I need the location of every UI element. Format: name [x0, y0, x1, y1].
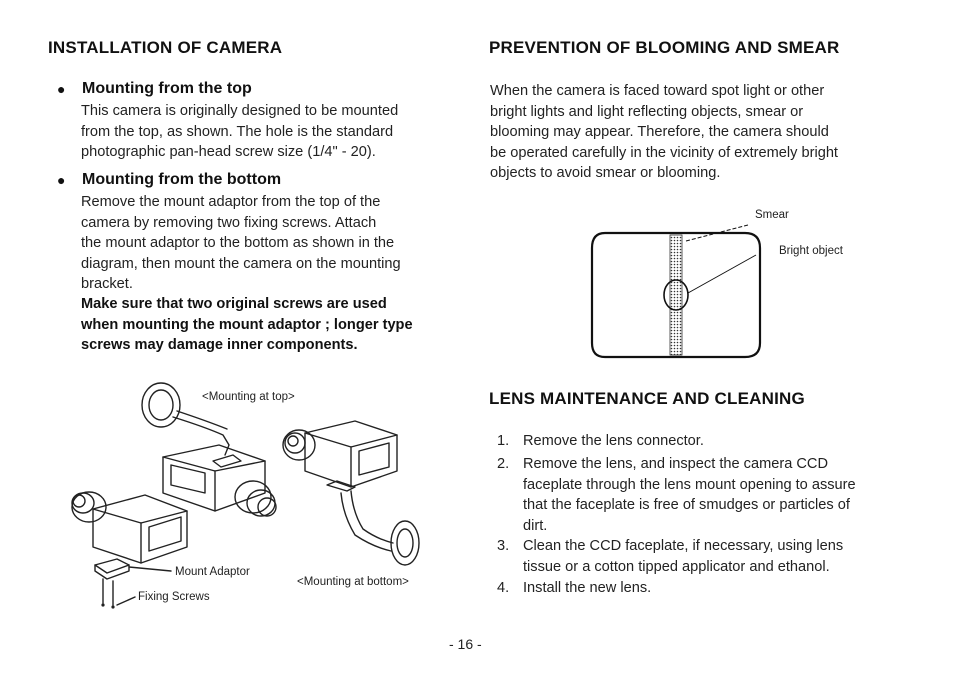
bullet-icon: ● — [57, 172, 66, 188]
mounting-bottom-title: Mounting from the bottom — [82, 171, 282, 188]
text-line: from the top, as shown. The hole is the standard — [81, 123, 394, 140]
text-line: photographic pan-head screw size (1/4" - 20). — [81, 144, 376, 160]
list-line: faceplate through the lens mount opening to assure — [523, 476, 856, 493]
right-camera — [283, 421, 419, 565]
text-line: objects to avoid smear or blooming. — [490, 165, 721, 181]
label-fixing-screws: Fixing Screws — [138, 591, 210, 603]
label-mounting-bottom: <Mounting at bottom> — [297, 576, 409, 588]
list-line: Clean the CCD faceplate, if necessary, using lens — [523, 538, 844, 554]
text-line: camera by removing two fixing screws. Attach — [81, 214, 377, 231]
list-item — [497, 454, 902, 536]
label-mounting-top: <Mounting at top> — [202, 391, 295, 403]
lens-heading: LENS MAINTENANCE AND CLEANING — [489, 389, 805, 408]
list-item — [497, 431, 902, 451]
label-mount-adaptor: Mount Adaptor — [175, 566, 250, 578]
prevention-heading: PREVENTION OF BLOOMING AND SMEAR — [489, 38, 840, 57]
list-line: Remove the lens connector. — [523, 433, 704, 449]
mounting-warning — [81, 294, 461, 356]
smear-band — [670, 235, 682, 355]
text-line: blooming may appear. Therefore, the camera should — [490, 124, 829, 140]
label-bright-object: Bright object — [779, 245, 843, 257]
text-line: Remove the mount adaptor from the top of the — [81, 194, 381, 210]
text-line: the mount adaptor to the bottom as shown in the — [81, 235, 395, 251]
smear-diagram — [580, 215, 860, 365]
prevention-text — [490, 81, 902, 184]
list-number: 4. — [497, 580, 510, 596]
warning-line: Make sure that two original screws are used — [81, 296, 387, 312]
text-line: diagram, then mount the camera on the mounting — [81, 255, 401, 272]
center-camera — [163, 445, 276, 516]
list-number: 3. — [497, 538, 510, 554]
list-item — [497, 536, 902, 577]
label-smear: Smear — [755, 209, 789, 221]
mounting-bottom-text — [81, 192, 461, 295]
mounting-top-title: Mounting from the top — [82, 80, 252, 97]
list-number: 2. — [497, 456, 510, 472]
list-line: that the faceplate is free of smudges or particles of — [523, 497, 850, 513]
warning-line: when mounting the mount adaptor ; longer type — [81, 316, 413, 333]
list-line: dirt. — [523, 517, 548, 534]
warning-line: screws may damage inner components. — [81, 337, 358, 353]
list-number: 1. — [497, 433, 510, 449]
installation-heading: INSTALLATION OF CAMERA — [48, 38, 283, 57]
text-line: When the camera is faced toward spot light or other — [490, 83, 825, 99]
list-line: tissue or a cotton tipped applicator and ethanol. — [523, 558, 830, 575]
list-item — [497, 578, 902, 598]
page-number: - 16 - — [449, 636, 482, 652]
text-line: bright lights and light reflecting objects, smear or — [490, 103, 804, 120]
mounting-top-text — [81, 101, 461, 163]
text-line: bracket. — [81, 276, 133, 292]
bullet-icon: ● — [57, 81, 66, 97]
list-line: Install the new lens. — [523, 580, 652, 596]
text-line: This camera is originally designed to be mounted — [81, 103, 399, 119]
list-line: Remove the lens, and inspect the camera CCD — [523, 456, 828, 472]
left-camera — [72, 492, 187, 605]
text-line: be operated carefully in the vicinity of extremely bright — [490, 144, 838, 161]
bright-object-pointer — [688, 255, 756, 293]
